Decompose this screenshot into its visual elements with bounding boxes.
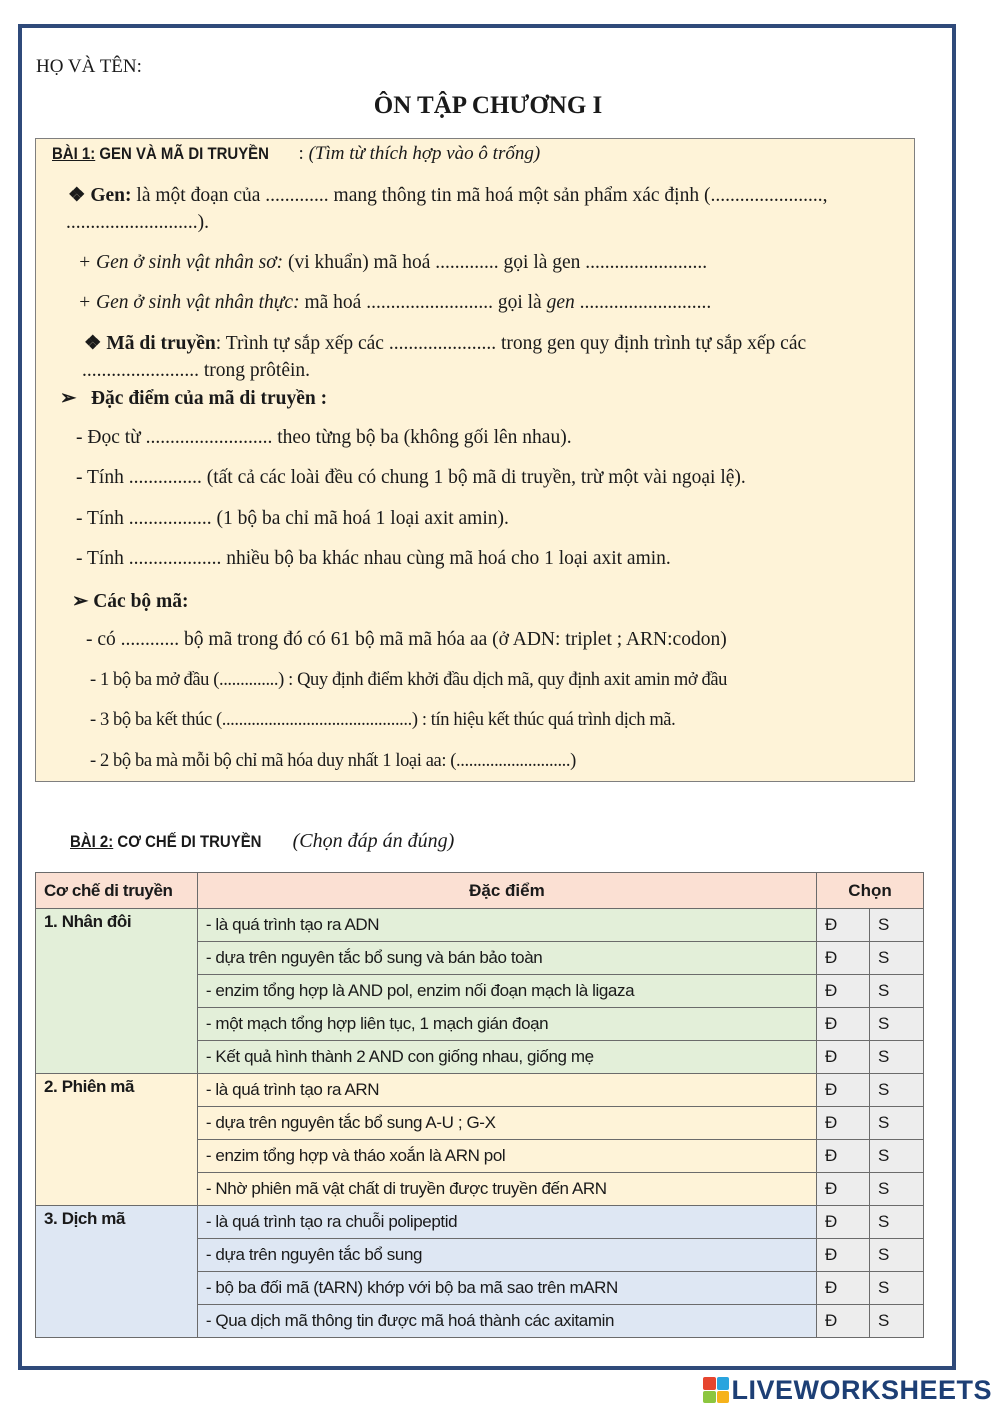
features-heading [60, 386, 327, 410]
feature-statement: - là quá trình tạo ra ARN [197, 1074, 816, 1107]
feature-statement: - là quá trình tạo ra chuỗi polipeptid [197, 1206, 816, 1239]
feature-statement: - một mạch tổng hợp liên tục, 1 mạch gián đoạn [197, 1008, 816, 1041]
feature-item: - Đọc từ .......................... theo từng bộ ba (không gối lên nhau). [76, 427, 572, 448]
choice-true[interactable]: Đ [817, 942, 870, 975]
choice-true[interactable]: Đ [817, 1239, 870, 1272]
choice-true[interactable]: Đ [817, 1008, 870, 1041]
choice-false[interactable]: S [870, 1272, 924, 1305]
exercise-1-colon: : [298, 143, 304, 164]
feature-statement: - là quá trình tạo ra ADN [197, 909, 816, 942]
mechanism-name: 2. Phiên mã [36, 1074, 198, 1206]
table-row [36, 909, 924, 942]
choice-false[interactable]: S [870, 1239, 924, 1272]
code-item: - 2 bộ ba mà mỗi bộ chỉ mã hóa duy nhất 1 loại aa: (...........................) [90, 751, 576, 771]
feature-item: - Tính ................. (1 bộ ba chỉ mã hoá 1 loại axit amin). [76, 508, 509, 529]
exercise-1-box [35, 138, 915, 782]
choice-true[interactable]: Đ [817, 1140, 870, 1173]
choice-false[interactable]: S [870, 1173, 924, 1206]
features-title: Đặc điểm của mã di truyền : [90, 388, 328, 409]
choice-false[interactable]: S [870, 1140, 924, 1173]
eukaryote-text: mã hoá .......................... gọi là [299, 292, 547, 313]
eukaryote-gen: gen [546, 292, 575, 313]
prokaryote-text: (vi khuẩn) mã hoá ............. gọi là gen ......................... [283, 252, 708, 273]
code-item: - có ............ bộ mã trong đó có 61 bộ mã mã hóa aa (ở ADN: triplet ; ARN:codon) [86, 629, 727, 650]
exercise-2-heading [70, 830, 454, 853]
liveworksheets-logo [703, 1373, 992, 1407]
mechanism-name: 1. Nhân đôi [36, 909, 198, 1074]
feature-statement: - dựa trên nguyên tắc bổ sung A-U ; G-X [197, 1107, 816, 1140]
feature-statement: - enzim tổng hợp và tháo xoắn là ARN pol [197, 1140, 816, 1173]
gen-definition-cont: ...........................). [66, 212, 209, 233]
choice-false[interactable]: S [870, 1008, 924, 1041]
table-row [36, 1074, 924, 1107]
genetic-code-cont: ........................ trong prôtêin. [82, 360, 311, 381]
logo-square [703, 1377, 716, 1390]
exercise-2-label: BÀI 2: [70, 832, 114, 851]
column-header-features: Đặc điểm [197, 873, 816, 909]
code-item: - 3 bộ ba kết thúc (.............................................) : tín hiệu kết thúc quá trình dịch mã. [90, 710, 676, 730]
table-row [36, 1206, 924, 1239]
mechanism-name: 3. Dịch mã [36, 1206, 198, 1338]
exercise-1-label: BÀI 1: [52, 144, 96, 163]
choice-false[interactable]: S [870, 1107, 924, 1140]
codes-title: Các bộ mã: [93, 591, 189, 612]
brand-name: LIVEWORKSHEETS [731, 1374, 992, 1405]
choice-true[interactable]: Đ [817, 909, 870, 942]
choice-true[interactable]: Đ [817, 1074, 870, 1107]
eukaryote-line [78, 292, 711, 314]
choice-false[interactable]: S [870, 1041, 924, 1074]
exercise-1-title: GEN VÀ MÃ DI TRUYỀN [99, 144, 269, 163]
feature-item: - Tính ............... (tất cả các loài đều có chung 1 bộ mã di truyền, trừ một vài ngoại lệ). [76, 467, 746, 488]
feature-statement: - dựa trên nguyên tắc bổ sung [197, 1239, 816, 1272]
exercise-1-instruction: (Tìm từ thích hợp vào ô trống) [308, 143, 541, 164]
feature-statement: - bộ ba đối mã (tARN) khớp với bộ ba mã sao trên mARN [197, 1272, 816, 1305]
genetic-code-definition [84, 331, 806, 355]
exercise-2-title: CƠ CHẾ DI TRUYỀN [117, 832, 262, 851]
choice-false[interactable]: S [870, 975, 924, 1008]
arrow-bullet-icon: ➢ [72, 591, 89, 612]
choice-false[interactable]: S [870, 942, 924, 975]
choice-true[interactable]: Đ [817, 975, 870, 1008]
prokaryote-line [78, 252, 707, 274]
arrow-bullet-icon: ➢ [60, 388, 77, 409]
mechanism-table [35, 872, 924, 1338]
diamond-bullet-icon: ❖ [84, 333, 102, 354]
logo-square [717, 1391, 730, 1404]
exercise-2-instruction: (Chọn đáp án đúng) [292, 830, 455, 852]
column-header-choose: Chọn [817, 873, 924, 909]
gen-text: là một đoạn của ............. mang thông tin mã hoá một sản phẩm xác định (......................., [131, 185, 828, 206]
choice-false[interactable]: S [870, 1206, 924, 1239]
choice-true[interactable]: Đ [817, 1173, 870, 1206]
feature-statement: - enzim tổng hợp là AND pol, enzim nối đoạn mạch là ligaza [197, 975, 816, 1008]
name-label: HỌ VÀ TÊN: [36, 56, 142, 77]
eukaryote-tail: ........................... [574, 292, 712, 313]
choice-true[interactable]: Đ [817, 1206, 870, 1239]
genetic-code-text: : Trình tự sắp xếp các ...................... trong gen quy định trình tự sắp xếp các [215, 333, 807, 354]
feature-statement: - dựa trên nguyên tắc bổ sung và bán bảo toàn [197, 942, 816, 975]
choice-true[interactable]: Đ [817, 1107, 870, 1140]
choice-false[interactable]: S [870, 1305, 924, 1338]
diamond-bullet-icon: ❖ [68, 185, 86, 206]
choice-true[interactable]: Đ [817, 1272, 870, 1305]
choice-true[interactable]: Đ [817, 1305, 870, 1338]
liveworksheets-logo-icon [703, 1377, 729, 1403]
eukaryote-lead: + Gen ở sinh vật nhân thực: [78, 292, 300, 313]
logo-square [703, 1391, 716, 1404]
choice-false[interactable]: S [870, 1074, 924, 1107]
exercise-1-heading [52, 143, 540, 165]
genetic-code-term: Mã di truyền [106, 333, 216, 354]
page-title: ÔN TẬP CHƯƠNG I [373, 92, 603, 119]
feature-statement: - Nhờ phiên mã vật chất di truyền được truyền đến ARN [197, 1173, 816, 1206]
code-item: - 1 bộ ba mở đầu (..............) : Quy định điểm khởi đầu dịch mã, quy định axit amin mở đầu [90, 670, 727, 690]
logo-square [717, 1377, 730, 1390]
feature-statement: - Kết quả hình thành 2 AND con giống nhau, giống mẹ [197, 1041, 816, 1074]
prokaryote-lead: + Gen ở sinh vật nhân sơ: [78, 252, 284, 273]
gen-term: Gen: [90, 185, 132, 206]
codes-heading [72, 589, 189, 613]
choice-true[interactable]: Đ [817, 1041, 870, 1074]
column-header-mechanism: Cơ chế di truyền [36, 873, 198, 909]
feature-statement: - Qua dịch mã thông tin được mã hoá thành các axitamin [197, 1305, 816, 1338]
choice-false[interactable]: S [870, 909, 924, 942]
gen-definition [68, 183, 827, 207]
table-header-row [36, 873, 924, 909]
feature-item: - Tính ................... nhiều bộ ba khác nhau cùng mã hoá cho 1 loại axit amin. [76, 548, 671, 569]
